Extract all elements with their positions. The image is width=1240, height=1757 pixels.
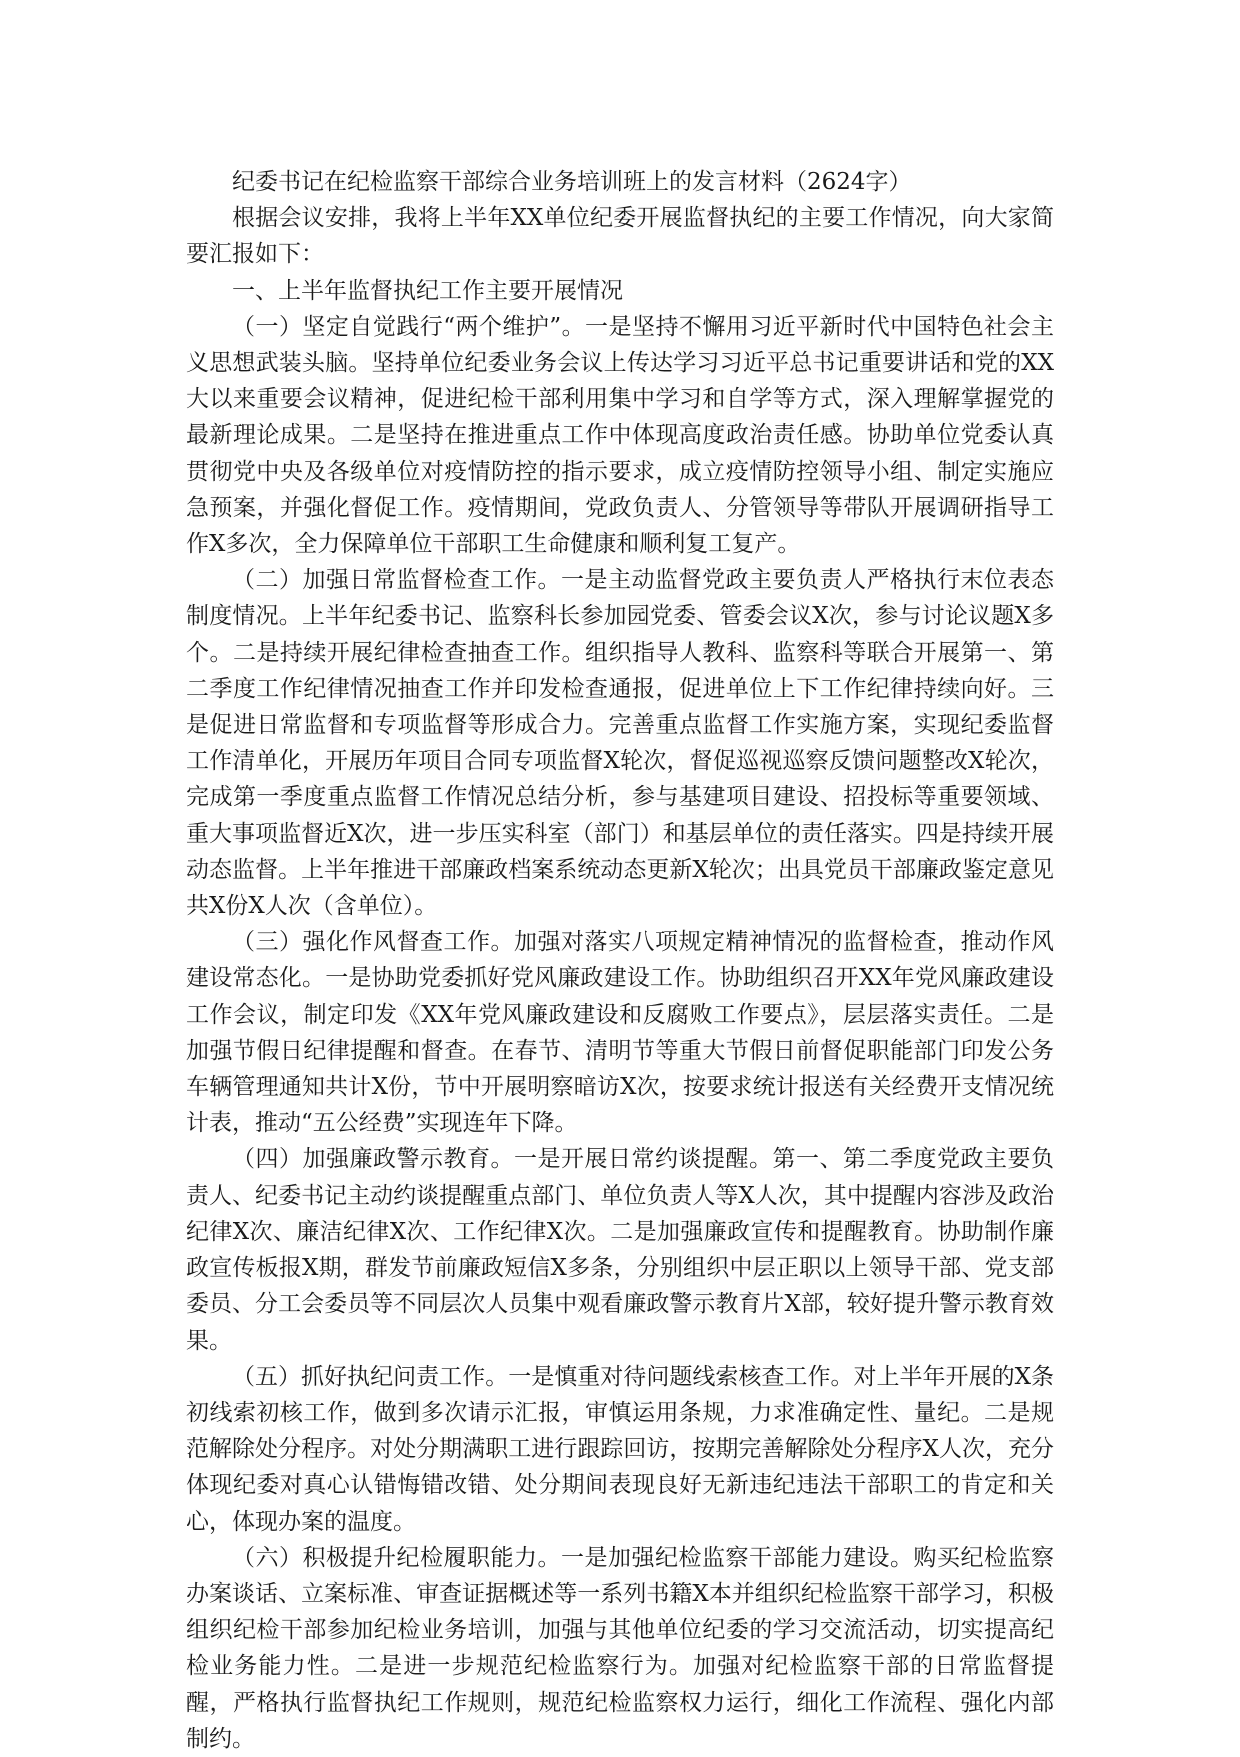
paragraph-2: （二）加强日常监督检查工作。一是主动监督党政主要负责人严格执行末位表态制度情况。上半年纪委书记、监察科长参加园党委、管委会议X次，参与讨论议题X多个。二是持续开展纪律检查抽查工作。组织指导人教科、监察科等联合开展第一、第二季度工作纪律情况抽查工作并印发检查通报，促进单位上下工作纪律持续向好。三是促进日常监督和专项监督等形成合力。完善重点监督工作实施方案，实现纪委监督工作清单化，开展历年项目合同专项监督X轮次，督促巡视巡察反馈问题整改X轮次，完成第一季度重点监督工作情况总结分析，参与基建项目建设、招投标等重要领域、重大事项监督近X次，进一步压实科室（部门）和基层单位的责任落实。四是持续开展动态监督。上半年推进干部廉政档案系统动态更新X轮次；出具党员干部廉政鉴定意见共X份X人次（含单位）。: [186, 567, 1054, 920]
section-heading: 一、上半年监督执纪工作主要开展情况: [232, 277, 623, 304]
paragraph-1: （一）坚定自觉践行“两个维护”。一是坚持不懈用习近平新时代中国特色社会主义思想武装头脑。坚持单位纪委业务会议上传达学习习近平总书记重要讲话和党的XX大以来重要会议精神，促进纪检干部利用集中学习和自学等方式，深入理解掌握党的最新理论成果。二是坚持在推进重点工作中体现高度政治责任感。协助单位党委认真贯彻党中央及各级单位对疫情防控的指示要求，成立疫情防控领导小组、制定实施应急预案，并强化督促工作。疫情期间，党政负责人、分管领导等带队开展调研指导工作X多次，全力保障单位干部职工生命健康和顺利复工复产。: [186, 313, 1054, 558]
document-title: 纪委书记在纪检监察干部综合业务培训班上的发言材料（2624字）: [232, 169, 912, 195]
document-body: [186, 164, 1054, 1757]
paragraph-5: （五）抓好执纪问责工作。一是慎重对待问题线索核查工作。对上半年开展的X条初线索初核工作，做到多次请示汇报，审慎运用条规，力求准确定性、量纪。二是规范解除处分程序。对处分期满职工进行跟踪回访，按期完善解除处分程序X人次，充分体现纪委对真心认错悔错改错、处分期间表现良好无新违纪违法干部职工的肯定和关心，体现办案的温度。: [186, 1363, 1054, 1535]
paragraph-4: （四）加强廉政警示教育。一是开展日常约谈提醒。第一、第二季度党政主要负责人、纪委书记主动约谈提醒重点部门、单位负责人等X人次，其中提醒内容涉及政治纪律X次、廉洁纪律X次、工作纪律X次。二是加强廉政宣传和提醒教育。协助制作廉政宣传板报X期，群发节前廉政短信X多条，分别组织中层正职以上领导干部、党支部委员、分工会委员等不同层次人员集中观看廉政警示教育片X部，较好提升警示教育效果。: [186, 1146, 1054, 1354]
paragraph-3: （三）强化作风督查工作。加强对落实八项规定精神情况的监督检查，推动作风建设常态化。一是协助党委抓好党风廉政建设工作。协助组织召开XX年党风廉政建设工作会议，制定印发《XX年党风廉政建设和反腐败工作要点》，层层落实责任。二是加强节假日纪律提醒和督查。在春节、清明节等重大节假日前督促职能部门印发公务车辆管理通知共计X份，节中开展明察暗访X次，按要求统计报送有关经费开支情况统计表，推动“五公经费”实现连年下降。: [186, 929, 1054, 1137]
intro-paragraph: 根据会议安排，我将上半年XX单位纪委开展监督执纪的主要工作情况，向大家简要汇报如下：: [186, 205, 1054, 268]
paragraph-6: （六）积极提升纪检履职能力。一是加强纪检监察干部能力建设。购买纪检监察办案谈话、立案标准、审查证据概述等一系列书籍X本并组织纪检监察干部学习，积极组织纪检干部参加纪检业务培训，加强与其他单位纪委的学习交流活动，切实提高纪检业务能力性。二是进一步规范纪检监察行为。加强对纪检监察干部的日常监督提醒，严格执行监督执纪工作规则，规范纪检监察权力运行，细化工作流程、强化内部制约。: [186, 1544, 1054, 1752]
